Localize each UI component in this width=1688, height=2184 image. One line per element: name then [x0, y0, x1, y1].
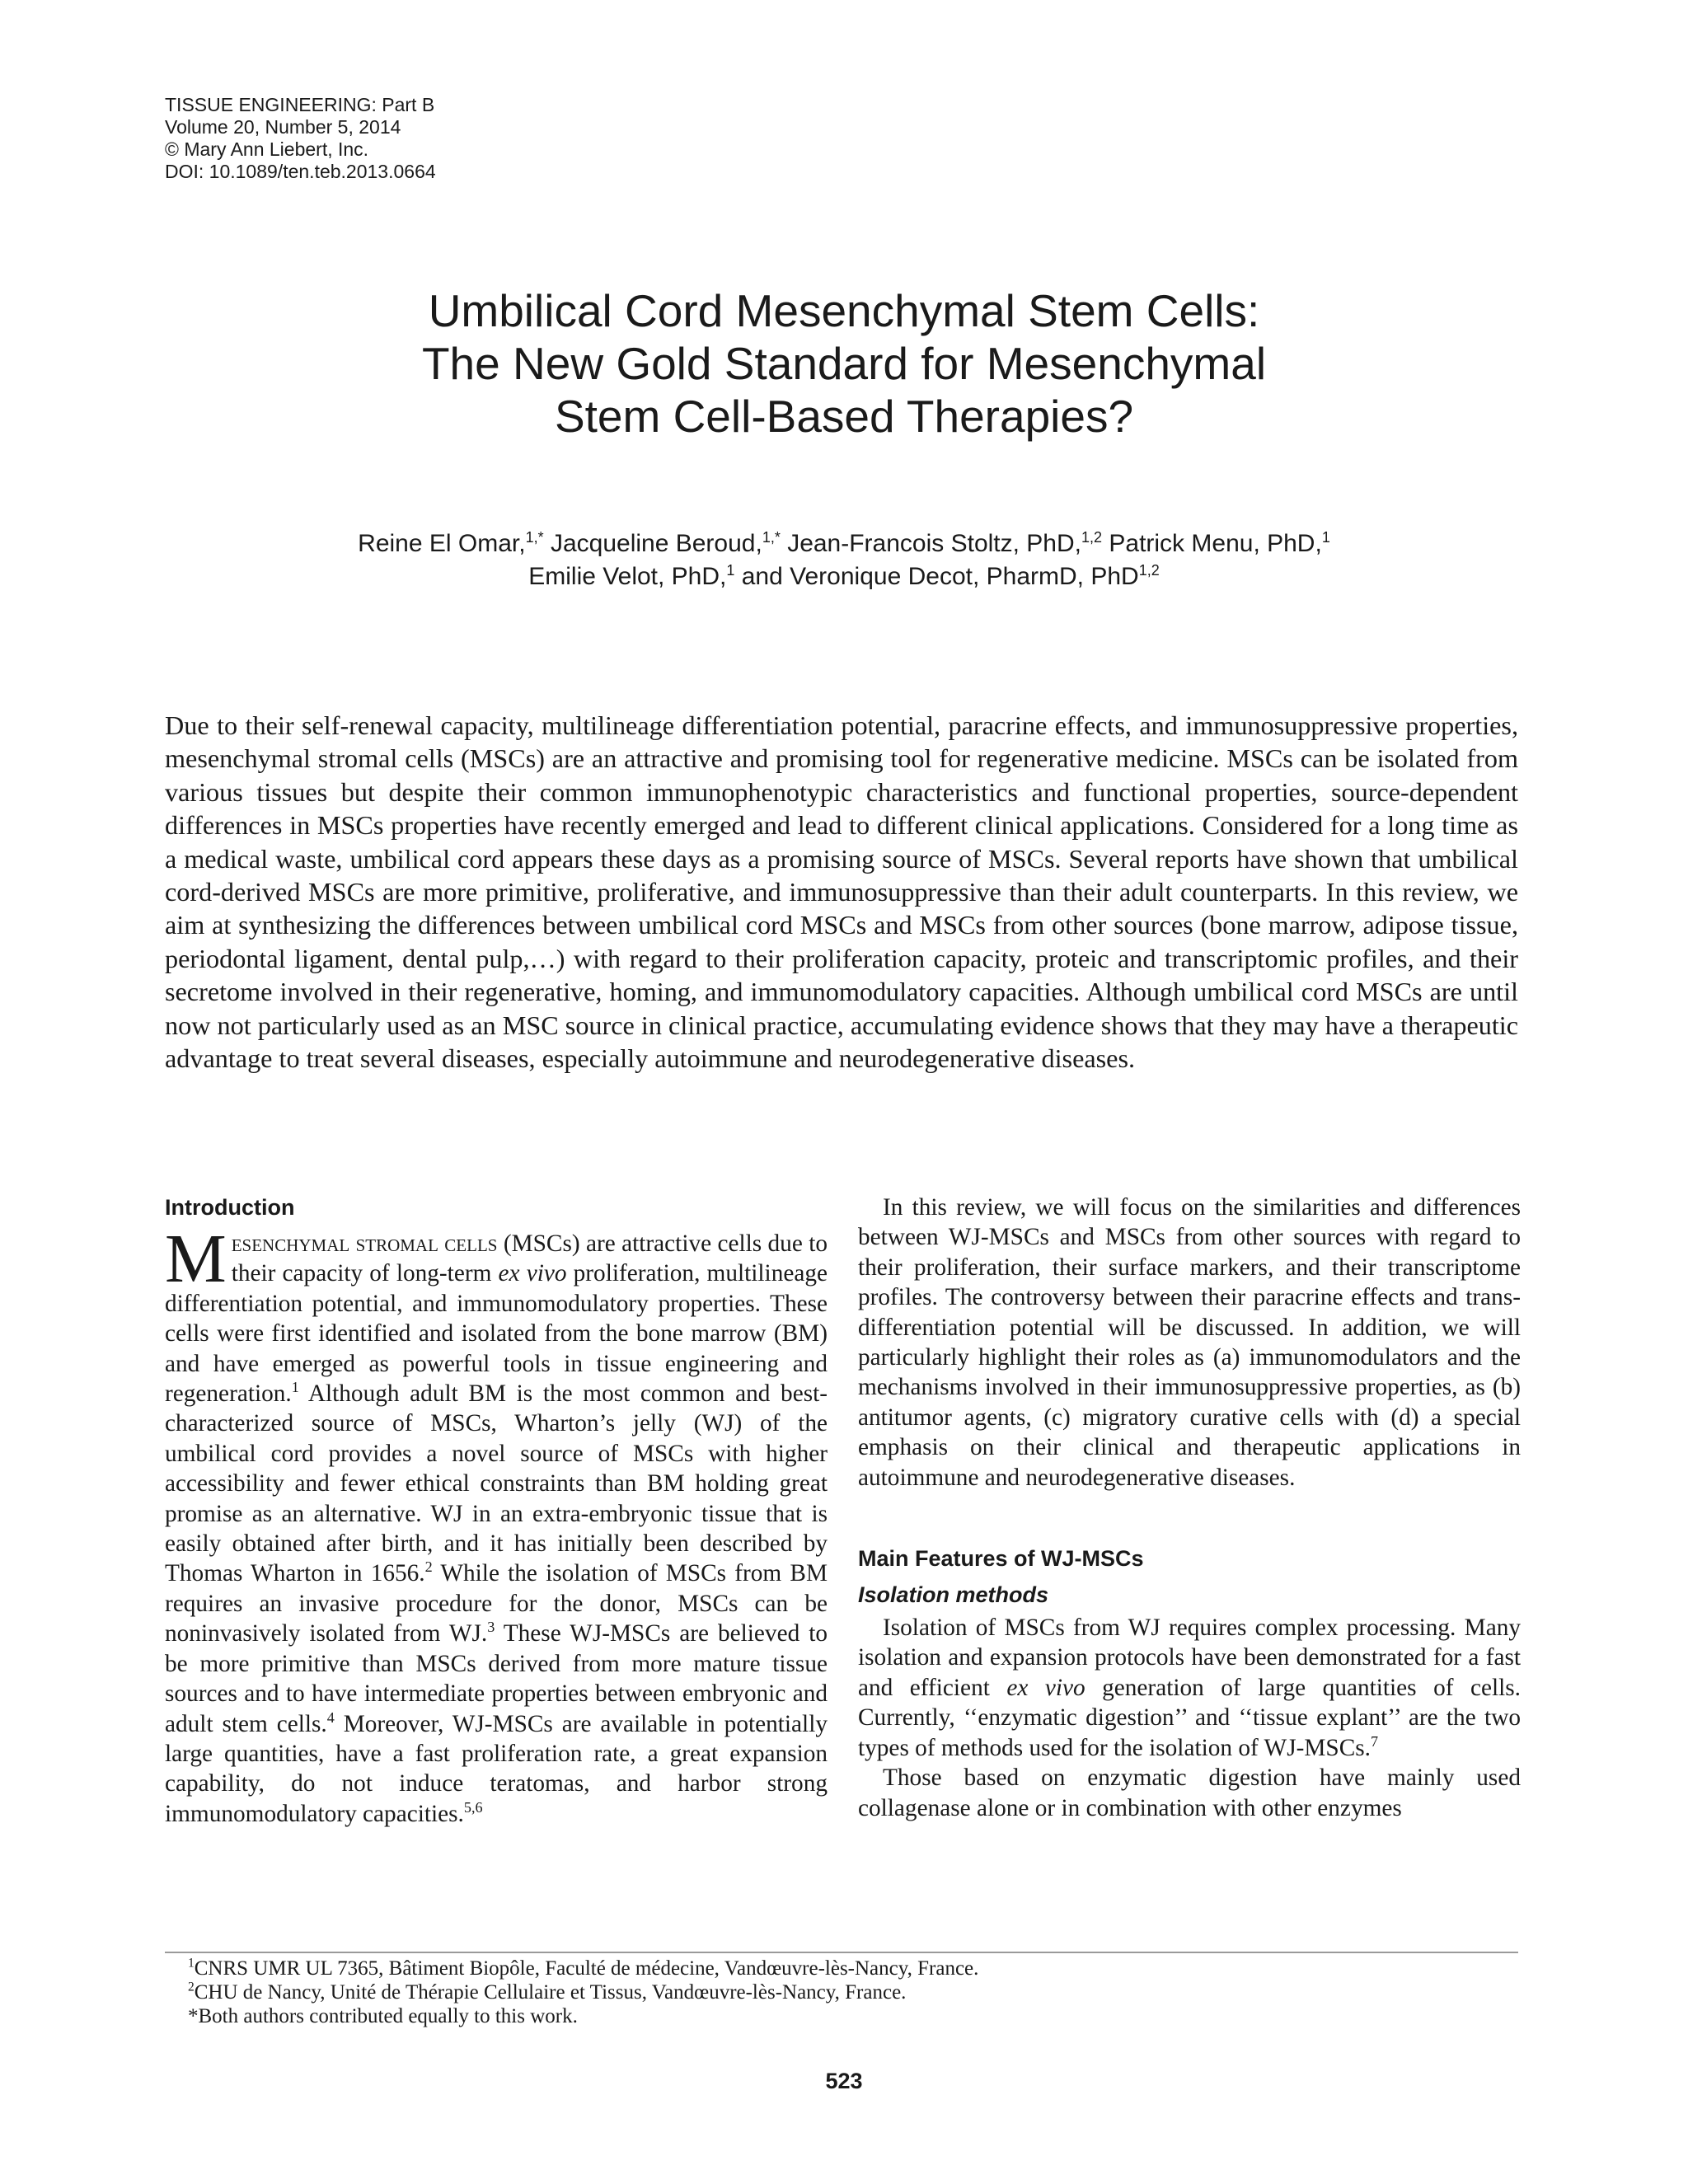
- citation-ref: 4: [326, 1708, 335, 1726]
- isolation-paragraph: [858, 1613, 1521, 1763]
- author-affiliation: 1: [726, 562, 735, 579]
- drop-cap: M: [165, 1221, 227, 1297]
- author-name: Jacqueline Beroud,: [550, 530, 762, 557]
- author-name: Jean-Francois Stoltz, PhD,: [787, 530, 1081, 557]
- left-column: [165, 1193, 828, 1829]
- author-affiliation: 1,2: [1081, 529, 1103, 546]
- isolation-text-1: Isolation of MSCs from WJ requires complex processing. Many isolation and expansion protocols have been demonstrated for a fast and efficient: [858, 1615, 1521, 1701]
- enzyme-paragraph: Those based on enzymatic digestion have mainly used collagenase alone or in combination with other enzymes: [858, 1765, 1521, 1821]
- citation-ref: 3: [487, 1619, 495, 1636]
- author-conjunction: and: [741, 563, 783, 590]
- page-number: 523: [825, 2069, 863, 2093]
- intro-text-2: proliferation, multilineage differentiation potential, and immunomodulatory properties. These cells were first identified and isolated from the bone marrow (BM) and have emerged as powerful tools in tissue engineering and regeneration.: [165, 1260, 828, 1408]
- abstract: Due to their self-renewal capacity, multilineage differentiation potential, paracrine effects, and immunosuppressive properties, mesenchymal stromal cells (MSCs) are an attractive and promising tool for regenerative medicine. MSCs can be isolated from various tissues but despite their common immunophenotypic characteristics and functional properties, source-dependent differences in MSCs properties have recently emerged and lead to different clinical applications. Considered for a long time as a medical waste, umbilical cord appears these days as a promising source of MSCs. Several reports have shown that umbilical cord-derived MSCs are more primitive, proliferative, and immunosuppressive than their adult counterparts. In this review, we aim at synthesizing the differences between umbilical cord MSCs and MSCs from other sources (bone marrow, adipose tissue, periodontal ligament, dental pulp,…) with regard to their proliferation capacity, proteic and transcriptomic profiles, and their secretome involved in their regenerative, homing, and immunomodulatory capacities. Although umbilical cord MSCs are until now not particularly used as an MSC source in clinical practice, accumulating evidence shows that they may have a therapeutic advantage to treat several diseases, especially autoimmune and neurodegenerative diseases.: [165, 710, 1518, 1074]
- intro-ex-vivo: ex vivo: [498, 1260, 567, 1287]
- citation-ref: 5,6: [463, 1798, 483, 1816]
- footnote-divider: [165, 1952, 1518, 1953]
- author-line-2: [165, 560, 1523, 593]
- author-affiliation: 1,*: [762, 529, 781, 546]
- footnote-3: [165, 2004, 1518, 2028]
- citation-ref: 7: [1370, 1732, 1379, 1750]
- author-affiliation: 1: [1321, 529, 1330, 546]
- author-affiliation: 1,2: [1138, 562, 1160, 579]
- author-affiliation: 1,*: [525, 529, 544, 546]
- author-name: Emilie Velot, PhD,: [528, 563, 727, 590]
- article-title: [247, 284, 1441, 443]
- intro-text-4: While the isolation of MSCs from BM requires an invasive procedure for the donor, MSCs can be noninvasively isolated from WJ.: [165, 1560, 828, 1647]
- footnote-mark: 1: [188, 1956, 195, 1971]
- footnote-mark: 2: [188, 1980, 195, 1994]
- footnote-text: CNRS UMR UL 7365, Bâtiment Biopôle, Faculté de médecine, Vandœuvre-lès-Nancy, France.: [194, 1957, 979, 1980]
- footnotes: [165, 1957, 1518, 2028]
- author-line-1: [165, 527, 1523, 560]
- introduction-heading: Introduction: [165, 1195, 295, 1220]
- title-line-3: Stem Cell-Based Therapies?: [554, 391, 1134, 442]
- citation-ref: 1: [291, 1379, 299, 1396]
- footnote-2: [165, 1980, 1518, 2004]
- footnote-1: [165, 1957, 1518, 1980]
- introduction-paragraph: [165, 1221, 828, 1829]
- isolation-text-2: generation of large quantities of cells. Currently, ‘‘enzymatic digestion’’ and ‘‘tissue explant’’ are the two types of methods used for the isolation of WJ-MSCs.: [858, 1674, 1521, 1761]
- isolation-ex-vivo: ex vivo: [1006, 1674, 1085, 1701]
- review-paragraph: In this review, we will focus on the similarities and differences between WJ-MSCs and MSCs from other sources with regard to their proliferation, their surface markers, and their transcriptome profiles. The controversy between their paracrine effects and trans-differentiation potential will be discussed. In addition, we will particularly highlight their roles as (a) immunomodulators and the mechanisms involved in their immunosuppressive properties, as (b) antitumor agents, (c) migratory curative cells with (d) a special emphasis on their clinical and therapeutic applications in autoimmune and neurodegenerative diseases.: [858, 1194, 1521, 1491]
- isolation-methods-subheading: Isolation methods: [858, 1582, 1049, 1608]
- author-list: [165, 527, 1523, 593]
- author-name: Reine El Omar,: [358, 530, 526, 557]
- footnote-text: *Both authors contributed equally to this work.: [188, 2005, 578, 2027]
- journal-name: TISSUE ENGINEERING: Part B: [165, 94, 435, 115]
- intro-text-5: These WJ-MSCs are believed to be more primitive than MSCs derived from more mature tissue sources and to have intermediate properties between embryonic and adult stem cells.: [165, 1620, 828, 1737]
- main-features-heading: Main Features of WJ-MSCs: [858, 1546, 1144, 1572]
- intro-text-3: Although adult BM is the most common and best-characterized source of MSCs, Wharton’s jelly (WJ) of the umbilical cord provides a novel source of MSCs with higher accessibility and fewer ethical constraints than BM holding great promise as an alternative. WJ in an extra-embryonic tissue that is easily obtained after birth, and it has initially been described by Thomas Wharton in 1656.: [165, 1380, 828, 1587]
- intro-text-1: (MSCs) are attractive cells due to their capacity of long-term: [231, 1230, 828, 1287]
- author-name: Veronique Decot, PharmD, PhD: [790, 563, 1139, 590]
- author-name: Patrick Menu, PhD,: [1109, 530, 1322, 557]
- title-line-1: Umbilical Cord Mesenchymal Stem Cells:: [428, 285, 1260, 336]
- intro-smallcaps: esenchymal stromal cells: [231, 1230, 498, 1257]
- footnote-text: CHU de Nancy, Unité de Thérapie Cellulaire et Tissus, Vandœuvre-lès-Nancy, France.: [194, 1981, 907, 2004]
- intro-text-6: Moreover, WJ-MSCs are available in potentially large quantities, have a fast proliferation rate, a great expansion capability, do not induce teratomas, and harbor strong immunomodulatory capacities.: [165, 1710, 828, 1827]
- citation-ref: 2: [424, 1558, 433, 1576]
- right-column: [858, 1193, 1521, 1823]
- journal-metadata: [165, 94, 436, 183]
- journal-doi: DOI: 10.1089/ten.teb.2013.0664: [165, 161, 436, 182]
- title-line-2: The New Gold Standard for Mesenchymal: [421, 338, 1267, 389]
- journal-copyright: © Mary Ann Liebert, Inc.: [165, 138, 369, 160]
- journal-volume: Volume 20, Number 5, 2014: [165, 116, 401, 138]
- section-spacer: [858, 1493, 1521, 1544]
